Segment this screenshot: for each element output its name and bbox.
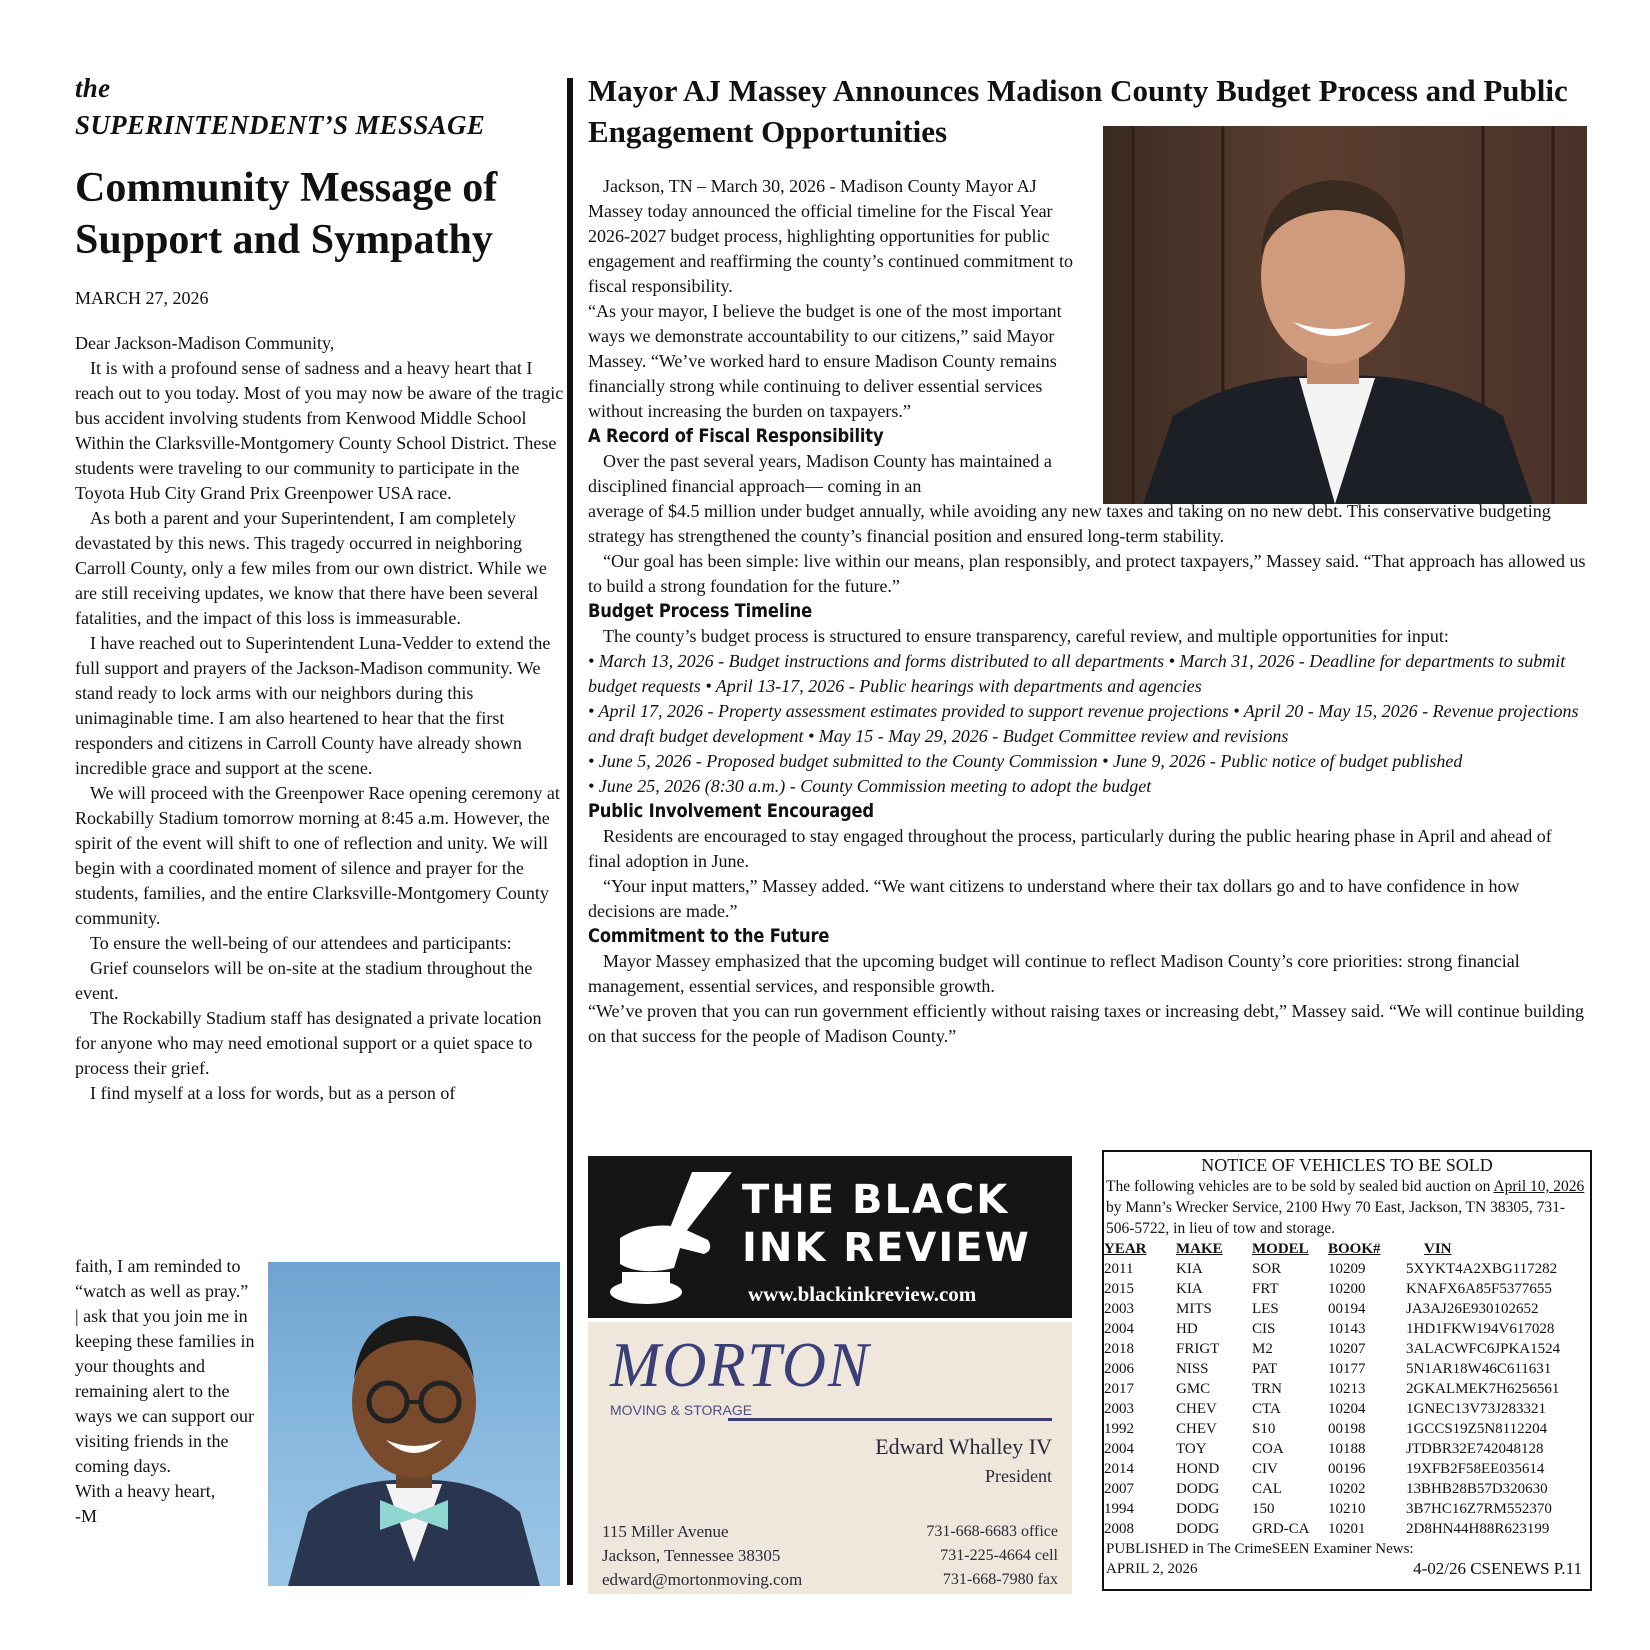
vehicle-book: 00198	[1328, 1421, 1366, 1437]
vehicle-row	[1104, 1439, 1590, 1459]
vehicle-year: 1994	[1104, 1501, 1134, 1517]
header-year: YEAR	[1104, 1241, 1147, 1257]
vehicle-vin: JTDBR32E742048128	[1406, 1441, 1544, 1457]
vehicle-row	[1104, 1359, 1590, 1379]
article-paragraph: The county’s budget process is structured to ensure transparency, careful review, and multiple opportunities for input:	[603, 626, 1449, 646]
morton-phone-office: 731-668-6683 office	[926, 1523, 1058, 1540]
subhead-commitment: Commitment to the Future	[588, 925, 830, 947]
budget-article	[588, 174, 1588, 1049]
letter-paragraph: I have reached out to Superintendent Luna-Vedder to extend the full support and prayers of the Jackson-Madison community. We stand ready to lock arms with our neighbors during this unimaginable time. I am also heartened to hear that the first responders and citizens in Carroll County have already shown incredible grace and support at the scene.	[75, 633, 551, 778]
morton-moving-ad[interactable]	[588, 1322, 1072, 1594]
vehicle-year: 2003	[1104, 1301, 1134, 1317]
vehicle-row	[1104, 1259, 1590, 1279]
morton-address	[602, 1520, 802, 1592]
vehicle-vin: 5XYKT4A2XBG117282	[1406, 1261, 1558, 1277]
timeline-entry: • March 13, 2026 - Budget instructions and forms distributed to all departments • March 31, 2026 - Deadline for departments to submit budget requests • April 13-17, 2026 - Public hearings with departments and agencies	[588, 651, 1566, 696]
subhead-budget-timeline: Budget Process Timeline	[588, 600, 813, 622]
black-ink-review-ad[interactable]	[588, 1156, 1072, 1318]
article-paragraph: Jackson, TN – March 30, 2026 - Madison County Mayor AJ Massey today announced the official timeline for the Fiscal Year 2026-2027 budget process, highlighting opportunities for public engagement and reaffirming the county’s continued commitment to fiscal responsibility.	[588, 176, 1074, 296]
vehicle-row	[1104, 1459, 1590, 1479]
notice-intro-b: by Mann’s Wrecker Service, 2100 Hwy 70 East, Jackson, TN 38305, 731-506-5722, in lieu of tow and storage.	[1106, 1199, 1565, 1237]
letter-paragraph: It is with a profound sense of sadness and a heavy heart that I reach out to you today. Most of you may now be aware of the tragic bus accident involving students from Kenwood Middle School Within the Clarksville-Montgomery County School District. These students were traveling to our community to participate in the Toyota Hub City Grand Prix Greenpower USA race.	[75, 358, 564, 503]
column-divider	[567, 78, 573, 1585]
article-paragraph: Mayor Massey emphasized that the upcoming budget will continue to reflect Madison County’s core priorities: strong financial management, essential services, and responsible growth.	[588, 951, 1520, 996]
notice-published: PUBLISHED in The CrimeSEEN Examiner News:	[1106, 1541, 1414, 1557]
vehicle-book: 10201	[1328, 1521, 1366, 1537]
vehicle-book: 10210	[1328, 1501, 1366, 1517]
vehicle-vin: 2D8HN44H88R623199	[1406, 1521, 1550, 1537]
header-model: MODEL	[1252, 1241, 1309, 1257]
superintendent-portrait-graphic	[268, 1262, 560, 1586]
vehicle-book: 10188	[1328, 1441, 1366, 1457]
vehicle-row	[1104, 1339, 1590, 1359]
vehicle-model: 150	[1252, 1501, 1275, 1517]
vehicle-year: 2017	[1104, 1381, 1134, 1397]
letter-paragraph: I find myself at a loss for words, but as a person of	[90, 1083, 456, 1103]
vehicle-model: S10	[1252, 1421, 1276, 1437]
letter-paragraph: Grief counselors will be on-site at the stadium throughout the event.	[75, 958, 533, 1003]
letter-tail	[75, 1254, 255, 1529]
letter-body	[75, 331, 565, 1106]
vehicle-vin: 1HD1FKW194V617028	[1406, 1321, 1555, 1337]
notice-published-date: APRIL 2, 2026	[1106, 1561, 1198, 1577]
vehicle-row	[1104, 1519, 1590, 1539]
vehicle-year: 2011	[1104, 1261, 1134, 1277]
vehicle-rows	[1104, 1259, 1590, 1539]
vehicle-model: M2	[1252, 1341, 1273, 1357]
vehicle-row	[1104, 1499, 1590, 1519]
vehicle-vin: KNAFX6A85F5377655	[1406, 1281, 1552, 1297]
vehicle-make: DODG	[1176, 1501, 1220, 1517]
article-paragraph: Over the past several years, Madison County has maintained a disciplined financial approach— coming in an	[588, 451, 1052, 496]
vehicle-make: HD	[1176, 1321, 1198, 1337]
vehicle-year: 2003	[1104, 1401, 1134, 1417]
superintendent-column	[75, 70, 565, 1106]
vehicle-make: MITS	[1176, 1301, 1212, 1317]
budget-timeline	[588, 649, 1588, 799]
vehicle-book: 10204	[1328, 1401, 1366, 1417]
vehicle-model: FRT	[1252, 1281, 1279, 1297]
morton-address-line-2: Jackson, Tennessee 38305	[602, 1546, 781, 1565]
vehicle-model: CTA	[1252, 1401, 1281, 1417]
vehicle-year: 2004	[1104, 1321, 1134, 1337]
notice-page-ref: 4-02/26 CSENEWS P.11	[1413, 1559, 1582, 1578]
vehicle-row	[1104, 1479, 1590, 1499]
vehicle-vin: 13BHB28B57D320630	[1406, 1481, 1548, 1497]
vehicle-make: HOND	[1176, 1461, 1220, 1477]
vehicle-model: CAL	[1252, 1481, 1282, 1497]
vehicle-model: TRN	[1252, 1381, 1282, 1397]
vehicle-make: KIA	[1176, 1261, 1203, 1277]
vehicle-book: 10143	[1328, 1321, 1366, 1337]
quill-hand-icon	[600, 1168, 750, 1308]
vehicle-row	[1104, 1379, 1590, 1399]
notice-footer	[1104, 1559, 1590, 1579]
morton-phones	[926, 1520, 1058, 1592]
vehicle-vin: 3B7HC16Z7RM552370	[1406, 1501, 1552, 1517]
morton-contact-name: Edward Whalley IV	[875, 1434, 1052, 1459]
ad-url[interactable]: www.blackinkreview.com	[748, 1282, 977, 1306]
article-intro	[588, 174, 1096, 499]
letter-paragraph: To ensure the well-being of our attendees and participants:	[90, 933, 512, 953]
notice-title: NOTICE OF VEHICLES TO BE SOLD	[1201, 1155, 1493, 1175]
morton-logo: MORTON	[610, 1329, 871, 1400]
vehicle-year: 2006	[1104, 1361, 1134, 1377]
vehicle-row	[1104, 1279, 1590, 1299]
superintendent-photo	[268, 1262, 560, 1586]
notice-auction-date: April 10, 2026	[1493, 1178, 1585, 1195]
vehicle-year: 2008	[1104, 1521, 1134, 1537]
vehicle-year: 2018	[1104, 1341, 1134, 1357]
morton-phone-cell: 731-225-4664 cell	[940, 1547, 1058, 1564]
vehicle-make: TOY	[1176, 1441, 1207, 1457]
vehicle-year: 2014	[1104, 1461, 1134, 1477]
column-kicker	[75, 70, 565, 144]
vehicle-vin: 3ALACWFC6JPKA1524	[1406, 1341, 1561, 1357]
vehicle-model: GRD-CA	[1252, 1521, 1310, 1537]
vehicle-make: DODG	[1176, 1481, 1220, 1497]
vehicle-make: NISS	[1176, 1361, 1209, 1377]
letter-signature: -M	[75, 1506, 97, 1526]
vehicle-make: DODG	[1176, 1521, 1220, 1537]
vehicle-make: CHEV	[1176, 1401, 1217, 1417]
timeline-entry: • June 25, 2026 (8:30 a.m.) - County Commission meeting to adopt the budget	[588, 776, 1152, 796]
kicker-line-1: the	[75, 73, 111, 103]
vehicle-row	[1104, 1319, 1590, 1339]
morton-rule	[728, 1418, 1052, 1421]
article-paragraph: “Our goal has been simple: live within our means, plan responsibly, and protect taxpayers,” Massey said. “That approach has allowed us to build a strong foundation for the future.”	[588, 551, 1586, 596]
vehicle-model: CIV	[1252, 1461, 1278, 1477]
morton-contact-title: President	[985, 1466, 1052, 1486]
notice-intro	[1104, 1176, 1590, 1239]
ad-title-line-2: INK REVIEW	[742, 1225, 1031, 1271]
ad-title	[742, 1176, 1031, 1272]
vehicle-row	[1104, 1399, 1590, 1419]
letter-paragraph: Dear Jackson-Madison Community,	[75, 333, 335, 353]
article-paragraph: “Your input matters,” Massey added. “We want citizens to understand where their tax dollars go and to have confidence in how decisions are made.”	[588, 876, 1520, 921]
morton-address-line-1: 115 Miller Avenue	[602, 1522, 729, 1541]
vehicle-vin: 1GNEC13V73J283321	[1406, 1401, 1547, 1417]
vehicle-sale-notice	[1102, 1150, 1592, 1591]
vehicle-year: 1992	[1104, 1421, 1134, 1437]
vehicle-row	[1104, 1299, 1590, 1319]
letter-paragraph: As both a parent and your Superintendent, I am completely devastated by this news. This tragedy occurred in neighboring Carroll County, only a few miles from our own district. While we are still receiving updates, we know that there have been several fatalities, and the impact of this loss is immeasurable.	[75, 508, 547, 628]
vehicle-book: 10213	[1328, 1381, 1366, 1397]
vehicle-vin: 1GCCS19Z5N8112204	[1406, 1421, 1548, 1437]
header-book: BOOK#	[1328, 1241, 1381, 1257]
vehicle-row	[1104, 1419, 1590, 1439]
article-paragraph: Residents are encouraged to stay engaged throughout the process, particularly during the public hearing phase in April and ahead of final adoption in June.	[588, 826, 1552, 871]
article-paragraph: “As your mayor, I believe the budget is one of the most important ways we demonstrate accountability to our citizens,” said Mayor Massey. “We’ve worked hard to ensure Madison County remains financially strong while continuing to deliver essential services without increasing the burden on taxpayers.”	[588, 301, 1062, 421]
timeline-entry: • April 17, 2026 - Property assessment estimates provided to support revenue projections • April 20 - May 15, 2026 - Revenue projections and draft budget development • May 15 - May 29, 2026 - Budget Committee review and revisions	[588, 701, 1579, 746]
vehicle-model: CIS	[1252, 1321, 1276, 1337]
letter-tail-text: faith, I am reminded to “watch as well as pray.” | ask that you join me in keeping these families in your thoughts and remaining alert to the ways we can support our visiting friends in the coming days.	[75, 1256, 255, 1476]
header-make: MAKE	[1176, 1241, 1223, 1257]
vehicle-model: COA	[1252, 1441, 1284, 1457]
morton-phone-fax: 731-668-7980 fax	[942, 1571, 1058, 1588]
vehicle-vin: 2GKALMEK7H6256561	[1406, 1381, 1560, 1397]
vehicle-table-header	[1104, 1239, 1590, 1259]
article-paragraph: “We’ve proven that you can run government efficiently without raising taxes or increasing debt,” Massey said. “We will continue building on that success for the people of Madison County.”	[588, 1001, 1584, 1046]
vehicle-vin: 19XFB2F58EE035614	[1406, 1461, 1545, 1477]
vehicle-year: 2007	[1104, 1481, 1134, 1497]
left-headline: Community Message of Support and Sympathy	[75, 165, 498, 263]
subhead-fiscal-responsibility: A Record of Fiscal Responsibility	[588, 425, 884, 447]
vehicle-model: SOR	[1252, 1261, 1282, 1277]
vehicle-model: LES	[1252, 1301, 1279, 1317]
vehicle-model: PAT	[1252, 1361, 1278, 1377]
vehicle-make: KIA	[1176, 1281, 1203, 1297]
vehicle-year: 2015	[1104, 1281, 1134, 1297]
vehicle-make: FRIGT	[1176, 1341, 1220, 1357]
left-date: MARCH 27, 2026	[75, 288, 209, 308]
vehicle-book: 00194	[1328, 1301, 1366, 1317]
vehicle-vin: 5N1AR18W46C611631	[1406, 1361, 1552, 1377]
vehicle-year: 2004	[1104, 1441, 1134, 1457]
vehicle-make: GMC	[1176, 1381, 1211, 1397]
letter-paragraph: We will proceed with the Greenpower Race opening ceremony at Rockabilly Stadium tomorrow morning at 8:45 a.m. However, the spirit of the event will shift to one of reflection and unity. We will begin with a coordinated moment of silence and prayer for the students, families, and the entire Clarksville-Montgomery County community.	[75, 783, 560, 928]
ad-title-line-1: THE BLACK	[742, 1177, 1010, 1223]
morton-email[interactable]: edward@mortonmoving.com	[602, 1570, 803, 1589]
vehicle-book: 10177	[1328, 1361, 1366, 1377]
vehicle-book: 10200	[1328, 1281, 1366, 1297]
letter-closing: With a heavy heart,	[75, 1481, 216, 1501]
vehicle-book: 10202	[1328, 1481, 1366, 1497]
header-vin: VIN	[1424, 1241, 1452, 1257]
article-paragraph: average of $4.5 million under budget annually, while avoiding any new taxes and taking on no new debt. This conservative budgeting strategy has strengthened the county’s financial position and ensured long-term stability.	[588, 501, 1551, 546]
vehicle-make: CHEV	[1176, 1421, 1217, 1437]
timeline-entry: • June 5, 2026 - Proposed budget submitted to the County Commission • June 9, 2026 - Public notice of budget published	[588, 751, 1463, 771]
right-headline: Mayor AJ Massey Announces Madison County Budget Process and Public Engagement Opportunities	[588, 73, 1568, 149]
subhead-public-involvement: Public Involvement Encouraged	[588, 800, 874, 822]
letter-paragraph: The Rockabilly Stadium staff has designated a private location for anyone who may need emotional support or a quiet space to process their grief.	[75, 1008, 542, 1078]
morton-tagline: MOVING & STORAGE	[610, 1402, 753, 1418]
kicker-line-2: SUPERINTENDENT’S MESSAGE	[75, 110, 486, 140]
notice-intro-a: The following vehicles are to be sold by sealed bid auction on	[1106, 1178, 1491, 1195]
vehicle-book: 10207	[1328, 1341, 1366, 1357]
vehicle-vin: JA3AJ26E930102652	[1406, 1301, 1539, 1317]
vehicle-book: 10209	[1328, 1261, 1366, 1277]
vehicle-book: 00196	[1328, 1461, 1366, 1477]
vehicle-table	[1104, 1239, 1590, 1539]
